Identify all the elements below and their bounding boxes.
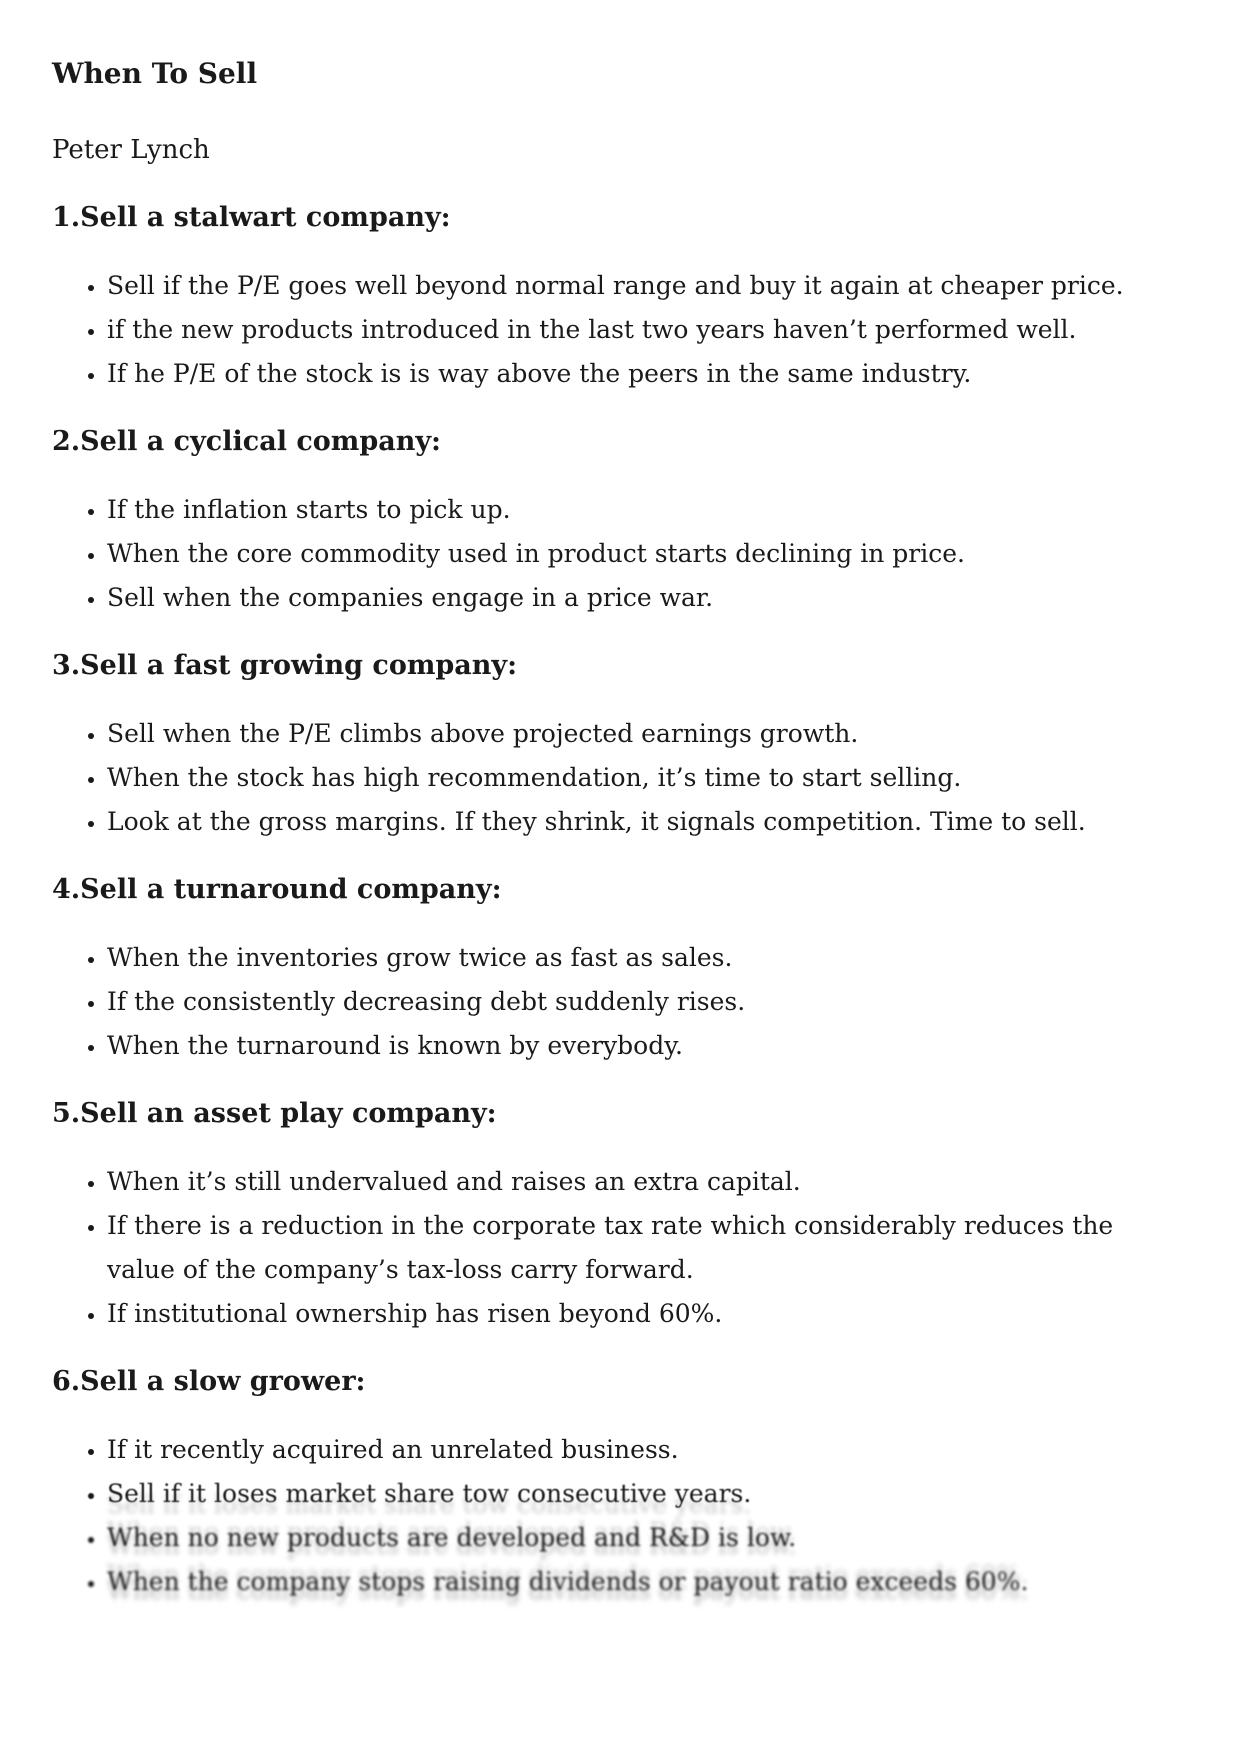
bullet-item: • When the inventories grow twice as fast as sales. <box>107 936 1137 980</box>
section-turnaround <box>52 868 1201 1068</box>
bullet-item: • When the company stops raising dividends or payout ratio exceeds 60%. <box>107 1560 1137 1604</box>
bullet-item: • When the core commodity used in product starts declining in price. <box>107 532 1137 576</box>
bullet-item: • Sell if it loses market share tow consecutive years. <box>107 1472 1137 1516</box>
bullet-list-stalwart <box>52 264 1201 396</box>
bullet-item: • Sell if the P/E goes well beyond normal range and buy it again at cheaper price. <box>107 264 1137 308</box>
section-asset-play <box>52 1092 1201 1336</box>
bullet-item: • When no new products are developed and R&D is low. <box>107 1516 1137 1560</box>
section-heading-slow-grower: 6.Sell a slow grower: <box>52 1366 366 1397</box>
section-heading-stalwart: 1.Sell a stalwart company: <box>52 202 451 233</box>
bullet-item: • When the turnaround is known by everybody. <box>107 1024 1137 1068</box>
bullet-item: • Look at the gross margins. If they shrink, it signals competition. Time to sell. <box>107 800 1137 844</box>
section-heading-fast-growing: 3.Sell a fast growing company: <box>52 650 518 681</box>
bullet-list-fast-growing <box>52 712 1201 844</box>
bullet-list-turnaround <box>52 936 1201 1068</box>
bullet-item: • When it’s still undervalued and raises an extra capital. <box>107 1160 1137 1204</box>
bullet-list-asset-play <box>52 1160 1201 1336</box>
page-title: When To Sell <box>52 57 258 90</box>
bullet-item: • Sell when the P/E climbs above projected earnings growth. <box>107 712 1137 756</box>
bullet-item: • If institutional ownership has risen beyond 60%. <box>107 1292 1137 1336</box>
section-slow-grower <box>52 1360 1201 1604</box>
bullet-item: • Sell when the companies engage in a price war. <box>107 576 1137 620</box>
bullet-item: • If the consistently decreasing debt suddenly rises. <box>107 980 1137 1024</box>
bullet-item: • If there is a reduction in the corporate tax rate which considerably reduces the value of the company’s tax-loss carry forward. <box>107 1204 1137 1292</box>
bullet-item: • If he P/E of the stock is is way above the peers in the same industry. <box>107 352 1137 396</box>
section-cyclical <box>52 420 1201 620</box>
bullet-list-cyclical <box>52 488 1201 620</box>
bullet-list-slow-grower <box>52 1428 1201 1604</box>
bullet-item: • When the stock has high recommendation, it’s time to start selling. <box>107 756 1137 800</box>
section-heading-asset-play: 5.Sell an asset play company: <box>52 1098 497 1129</box>
section-heading-turnaround: 4.Sell a turnaround company: <box>52 874 502 905</box>
section-fast-growing <box>52 644 1201 844</box>
bullet-item: • If the inflation starts to pick up. <box>107 488 1137 532</box>
bullet-item: • if the new products introduced in the last two years haven’t performed well. <box>107 308 1137 352</box>
author-line: Peter Lynch <box>52 135 210 165</box>
section-stalwart <box>52 196 1201 396</box>
bullet-item: • If it recently acquired an unrelated business. <box>107 1428 1137 1472</box>
section-heading-cyclical: 2.Sell a cyclical company: <box>52 426 442 457</box>
